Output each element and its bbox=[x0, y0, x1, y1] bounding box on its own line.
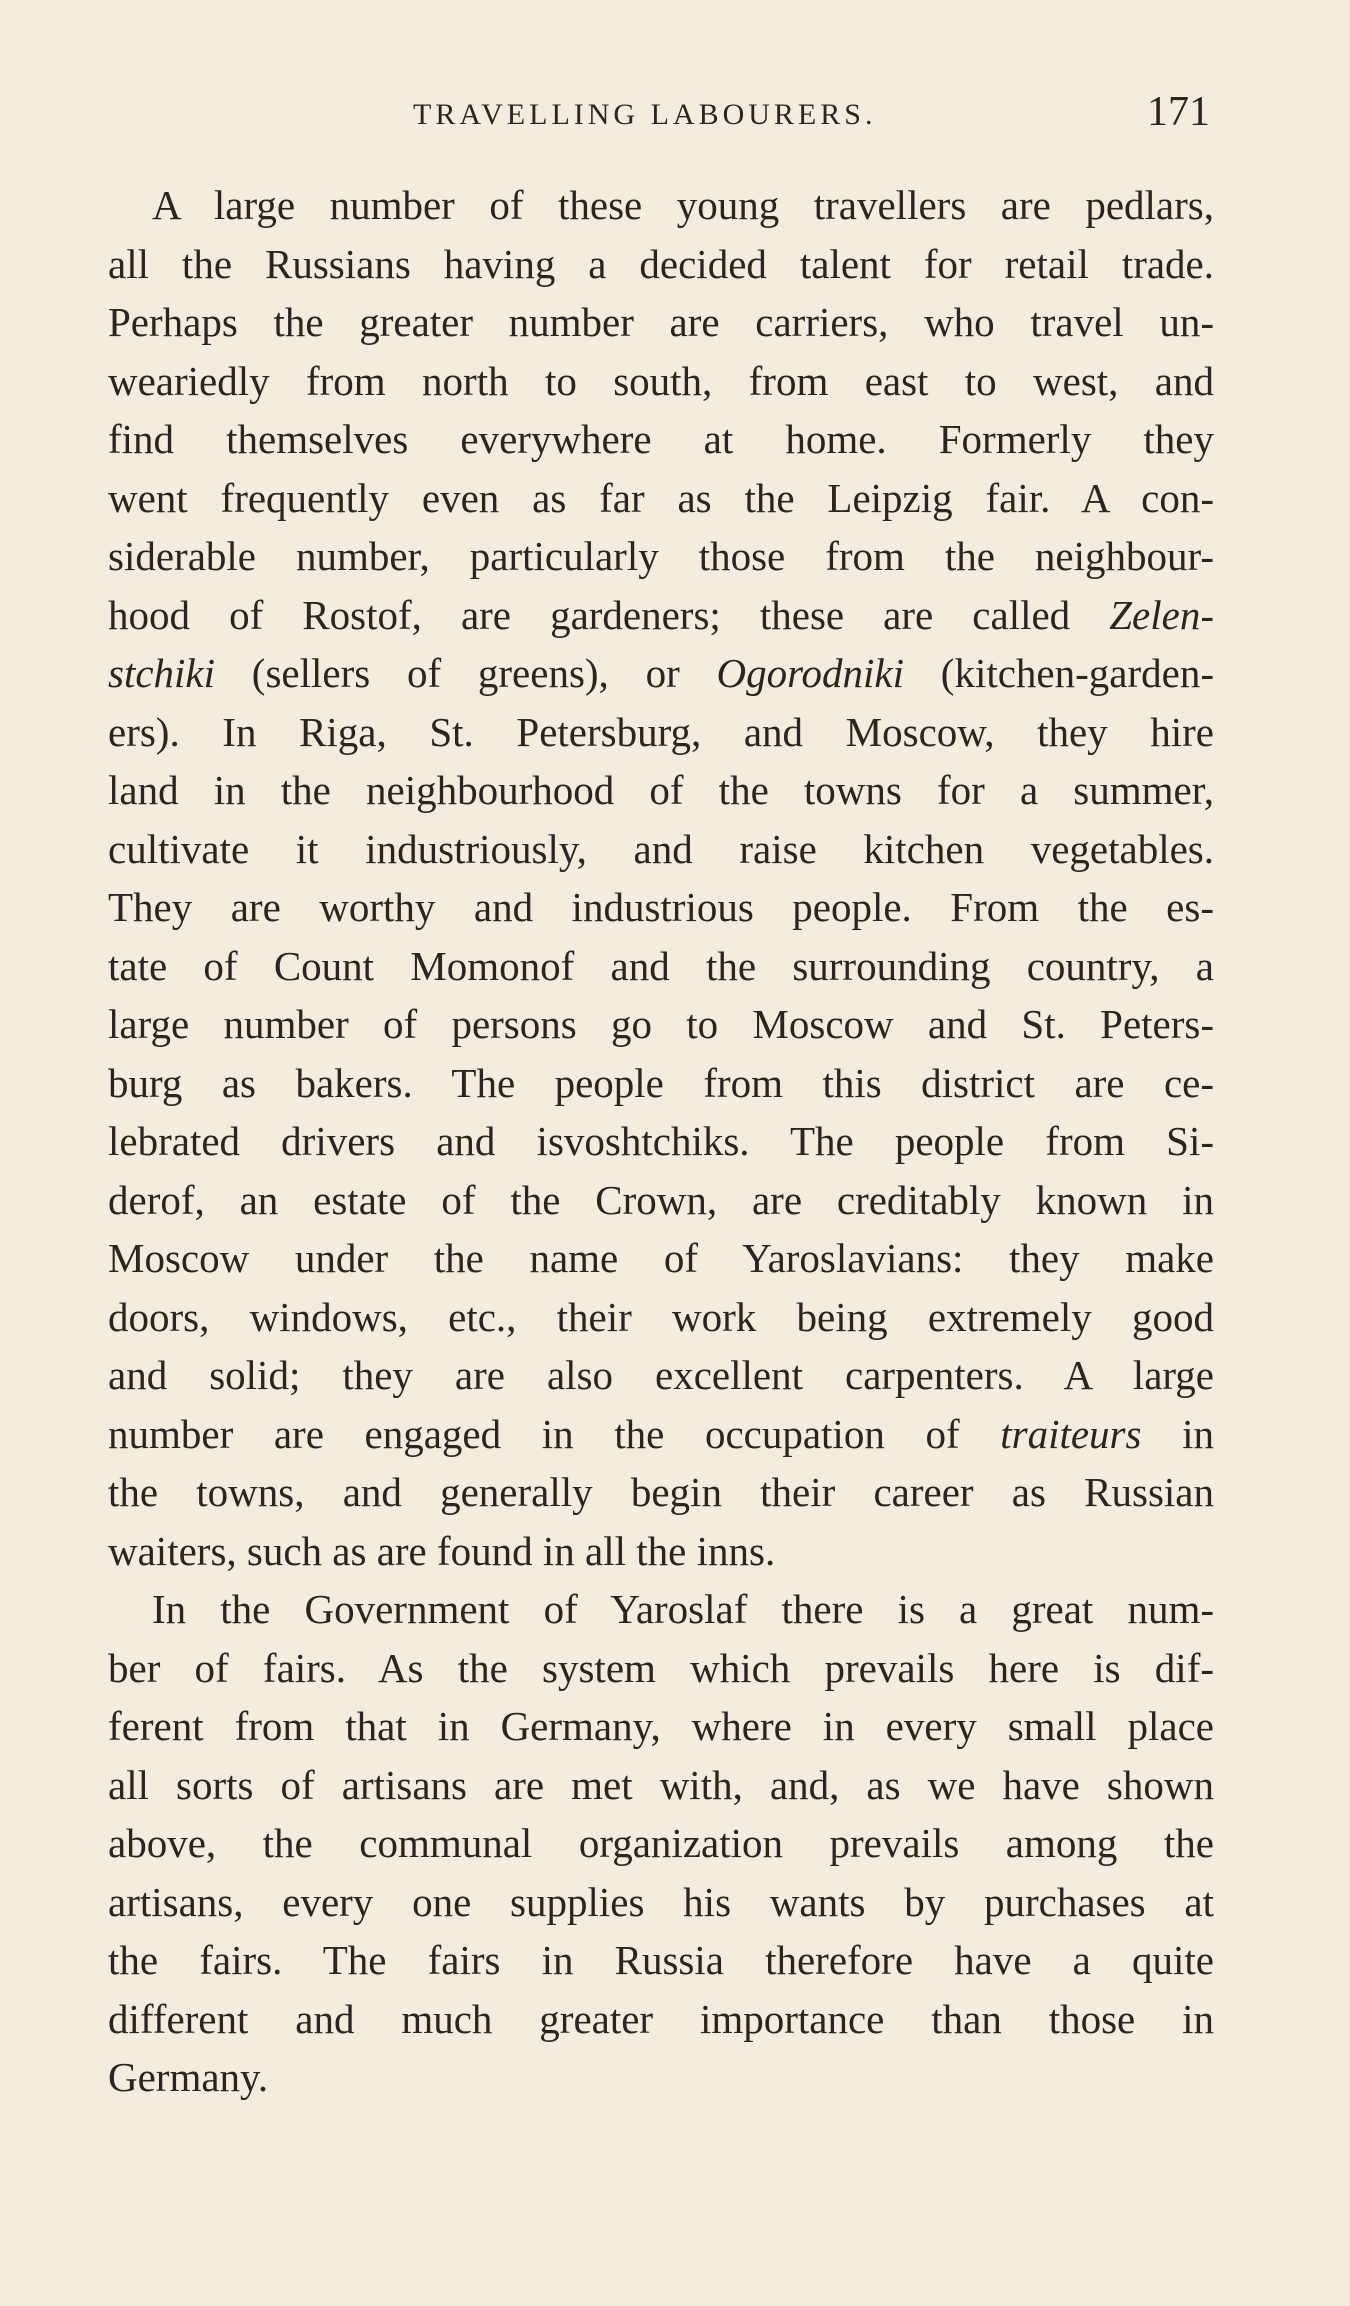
text-line: doors, windows, etc., their work being extremely good bbox=[108, 1293, 1214, 1340]
text-line: find themselves everywhere at home. Formerly they bbox=[108, 416, 1214, 462]
text-line: siderable number, particularly those from the neighbour- bbox=[108, 533, 1214, 579]
text-line: ferent from that in Germany, where in every small place bbox=[108, 1703, 1214, 1749]
italic-term: Ogorodniki bbox=[716, 650, 905, 696]
text-line: Germany. bbox=[108, 2054, 269, 2100]
text-line: all the Russians having a decided talent for retail trade. bbox=[108, 240, 1214, 287]
italic-term: Zelen- bbox=[1109, 591, 1214, 638]
text-line: above, the communal organization prevails among the bbox=[108, 1820, 1214, 1866]
text-line: large number of persons go to Moscow and St. Peters- bbox=[108, 1001, 1214, 1047]
page-number: 171 bbox=[1147, 89, 1210, 135]
text-line: burg as bakers. The people from this district are ce- bbox=[108, 1059, 1214, 1106]
text-line: the towns, and generally begin their career as Russian bbox=[108, 1469, 1214, 1515]
text-line bbox=[108, 586, 1214, 645]
page-header bbox=[108, 88, 1210, 138]
text-line: all sorts of artisans are met with, and, as we have shown bbox=[108, 1761, 1214, 1808]
text-line: land in the neighbourhood of the towns for a summer, bbox=[108, 767, 1214, 813]
text-line: Perhaps the greater number are carriers, who travel un- bbox=[108, 299, 1214, 345]
text-line: lebrated drivers and isvoshtchiks. The people from Si- bbox=[108, 1118, 1214, 1164]
text-line: ers). In Riga, St. Petersburg, and Moscow, they hire bbox=[108, 708, 1214, 755]
text-line: They are worthy and industrious people. From the es- bbox=[108, 884, 1214, 930]
text-line: In the Government of Yaroslaf there is a great num- bbox=[152, 1586, 1214, 1632]
text-line: and solid; they are also excellent carpenters. A large bbox=[108, 1352, 1214, 1398]
text-run: (kitchen-garden- bbox=[904, 650, 1214, 696]
text-line: A large number of these young travellers are pedlars, bbox=[152, 182, 1214, 228]
running-head: TRAVELLING LABOURERS. bbox=[413, 98, 877, 131]
text-line: weariedly from north to south, from east to west, and bbox=[108, 357, 1214, 404]
text-line: different and much greater importance than those in bbox=[108, 1995, 1214, 2042]
text-line: ber of fairs. As the system which prevails here is dif- bbox=[108, 1644, 1214, 1691]
text-line: artisans, every one supplies his wants by purchases at bbox=[108, 1878, 1214, 1925]
text-run: hood of Rostof, are gardeners; these are called bbox=[108, 591, 1110, 638]
text-line: went frequently even as far as the Leipzig fair. A con- bbox=[108, 474, 1214, 521]
text-line: cultivate it industriously, and raise kitchen vegetables. bbox=[108, 825, 1214, 872]
text-run: in bbox=[1141, 1410, 1214, 1457]
body-text bbox=[108, 176, 1214, 2107]
text-line: tate of Count Momonof and the surrounding country, a bbox=[108, 942, 1214, 989]
text-line: waiters, such as are found in all the inns. bbox=[108, 1527, 776, 1574]
text-line: the fairs. The fairs in Russia therefore have a quite bbox=[108, 1937, 1214, 1983]
text-line bbox=[108, 1405, 1214, 1464]
text-line bbox=[108, 644, 1214, 703]
text-run: number are engaged in the occupation of bbox=[108, 1410, 1001, 1457]
italic-term: traiteurs bbox=[1000, 1410, 1142, 1457]
text-line: derof, an estate of the Crown, are creditably known in bbox=[108, 1176, 1214, 1223]
text-run: (sellers of greens), or bbox=[215, 650, 717, 696]
text-line: Moscow under the name of Yaroslavians: they make bbox=[108, 1235, 1214, 1281]
italic-term: stchiki bbox=[108, 650, 216, 696]
